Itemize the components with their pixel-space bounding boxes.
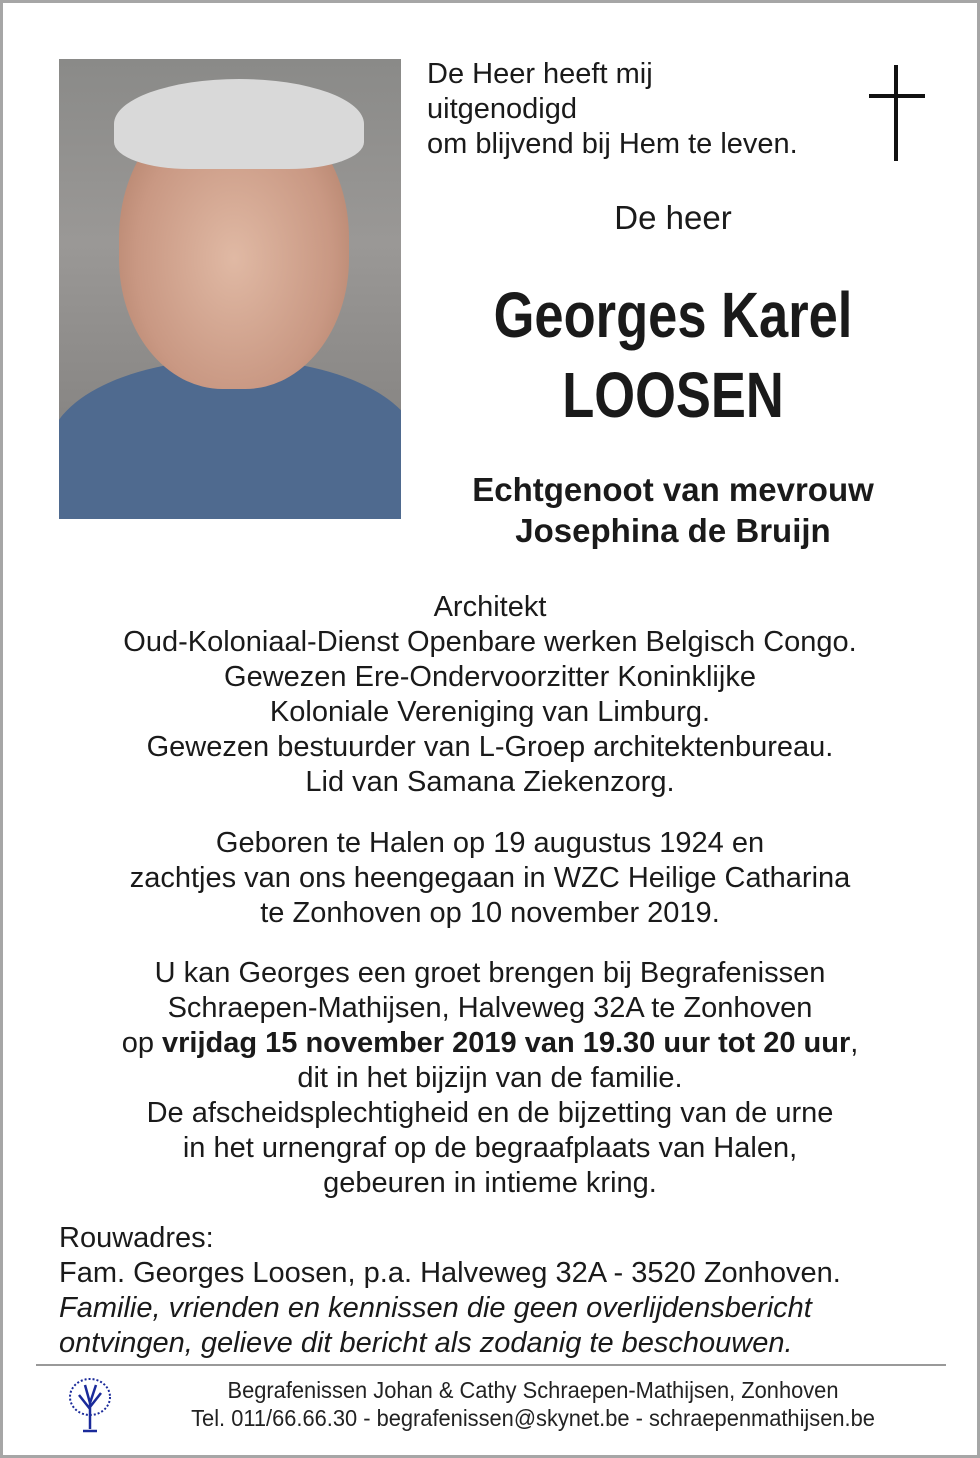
visitation-line: Schraepen-Mathijsen, Halveweg 32A te Zonhoven — [167, 992, 813, 1024]
mourning-address — [59, 1221, 841, 1361]
notice-line: ontvingen, gelieve dit bericht als zodanig te beschouwen. — [59, 1327, 793, 1359]
last-name: LOOSEN — [562, 359, 784, 431]
spouse-line: Echtgenoot van mevrouw — [472, 471, 874, 508]
quote-line: om blijvend bij Hem te leven. — [427, 128, 798, 160]
birth-death-line: zachtjes van ons heengegaan in WZC Heilige Catharina — [129, 862, 851, 894]
career-line: Architekt — [433, 591, 547, 623]
divider — [36, 1364, 946, 1366]
salutation: De heer — [614, 199, 732, 236]
career-line: Gewezen bestuurder van L-Groep architektenbureau. — [146, 731, 834, 763]
funeral-home-footer — [125, 1376, 942, 1432]
visitation-line: in het urnengraf op de begraafplaats van Halen, — [182, 1132, 798, 1164]
career-line: Lid van Samana Ziekenzorg. — [305, 766, 675, 798]
notice-line: Familie, vrienden en kennissen die geen overlijdensbericht — [59, 1292, 812, 1324]
bible-quote — [427, 57, 798, 162]
footer-line: Begrafenissen Johan & Cathy Schraepen-Mathijsen, Zonhoven — [227, 1377, 839, 1403]
visitation-line: De afscheidsplechtigheid en de bijzetting van de urne — [146, 1097, 834, 1129]
visitation-post: , — [850, 1027, 859, 1059]
footer-contact: Tel. 011/66.66.30 - begrafenissen@skynet.be - schraepenmathijsen.be — [191, 1405, 875, 1431]
tree-logo-icon — [65, 1377, 115, 1433]
career-line: Koloniale Vereniging van Limburg. — [269, 696, 711, 728]
visitation-pre: op — [121, 1027, 163, 1059]
address-value: Fam. Georges Loosen, p.a. Halveweg 32A - 3520 Zonhoven. — [59, 1257, 841, 1289]
visitation-line: U kan Georges een groet brengen bij Begrafenissen — [154, 957, 826, 989]
career-line: Gewezen Ere-Ondervoorzitter Koninklijke — [224, 661, 756, 693]
birth-death — [3, 826, 977, 931]
spouse-line: Josephina de Bruijn — [515, 512, 831, 549]
first-names: Georges Karel — [493, 279, 853, 351]
quote-line: uitgenodigd — [427, 93, 577, 125]
birth-death-line: te Zonhoven op 10 november 2019. — [260, 897, 720, 929]
visitation-line: dit in het bijzijn van de familie. — [297, 1062, 683, 1094]
deceased-name — [468, 275, 878, 435]
visitation-date: vrijdag 15 november 2019 van 19.30 uur tot 20 uur — [162, 1027, 851, 1059]
visitation-date-line — [3, 1026, 977, 1061]
birth-death-line: Geboren te Halen op 19 augustus 1924 en — [215, 827, 765, 859]
visitation-line: gebeuren in intieme kring. — [323, 1167, 657, 1199]
visitation — [3, 956, 977, 1201]
spouse — [423, 469, 923, 551]
address-label: Rouwadres: — [59, 1222, 214, 1254]
portrait-photo — [59, 59, 401, 519]
quote-line: De Heer heeft mij — [427, 58, 653, 90]
career-line: Oud-Koloniaal-Dienst Openbare werken Belgisch Congo. — [123, 626, 857, 658]
cross-icon — [869, 65, 925, 161]
career — [3, 590, 977, 800]
